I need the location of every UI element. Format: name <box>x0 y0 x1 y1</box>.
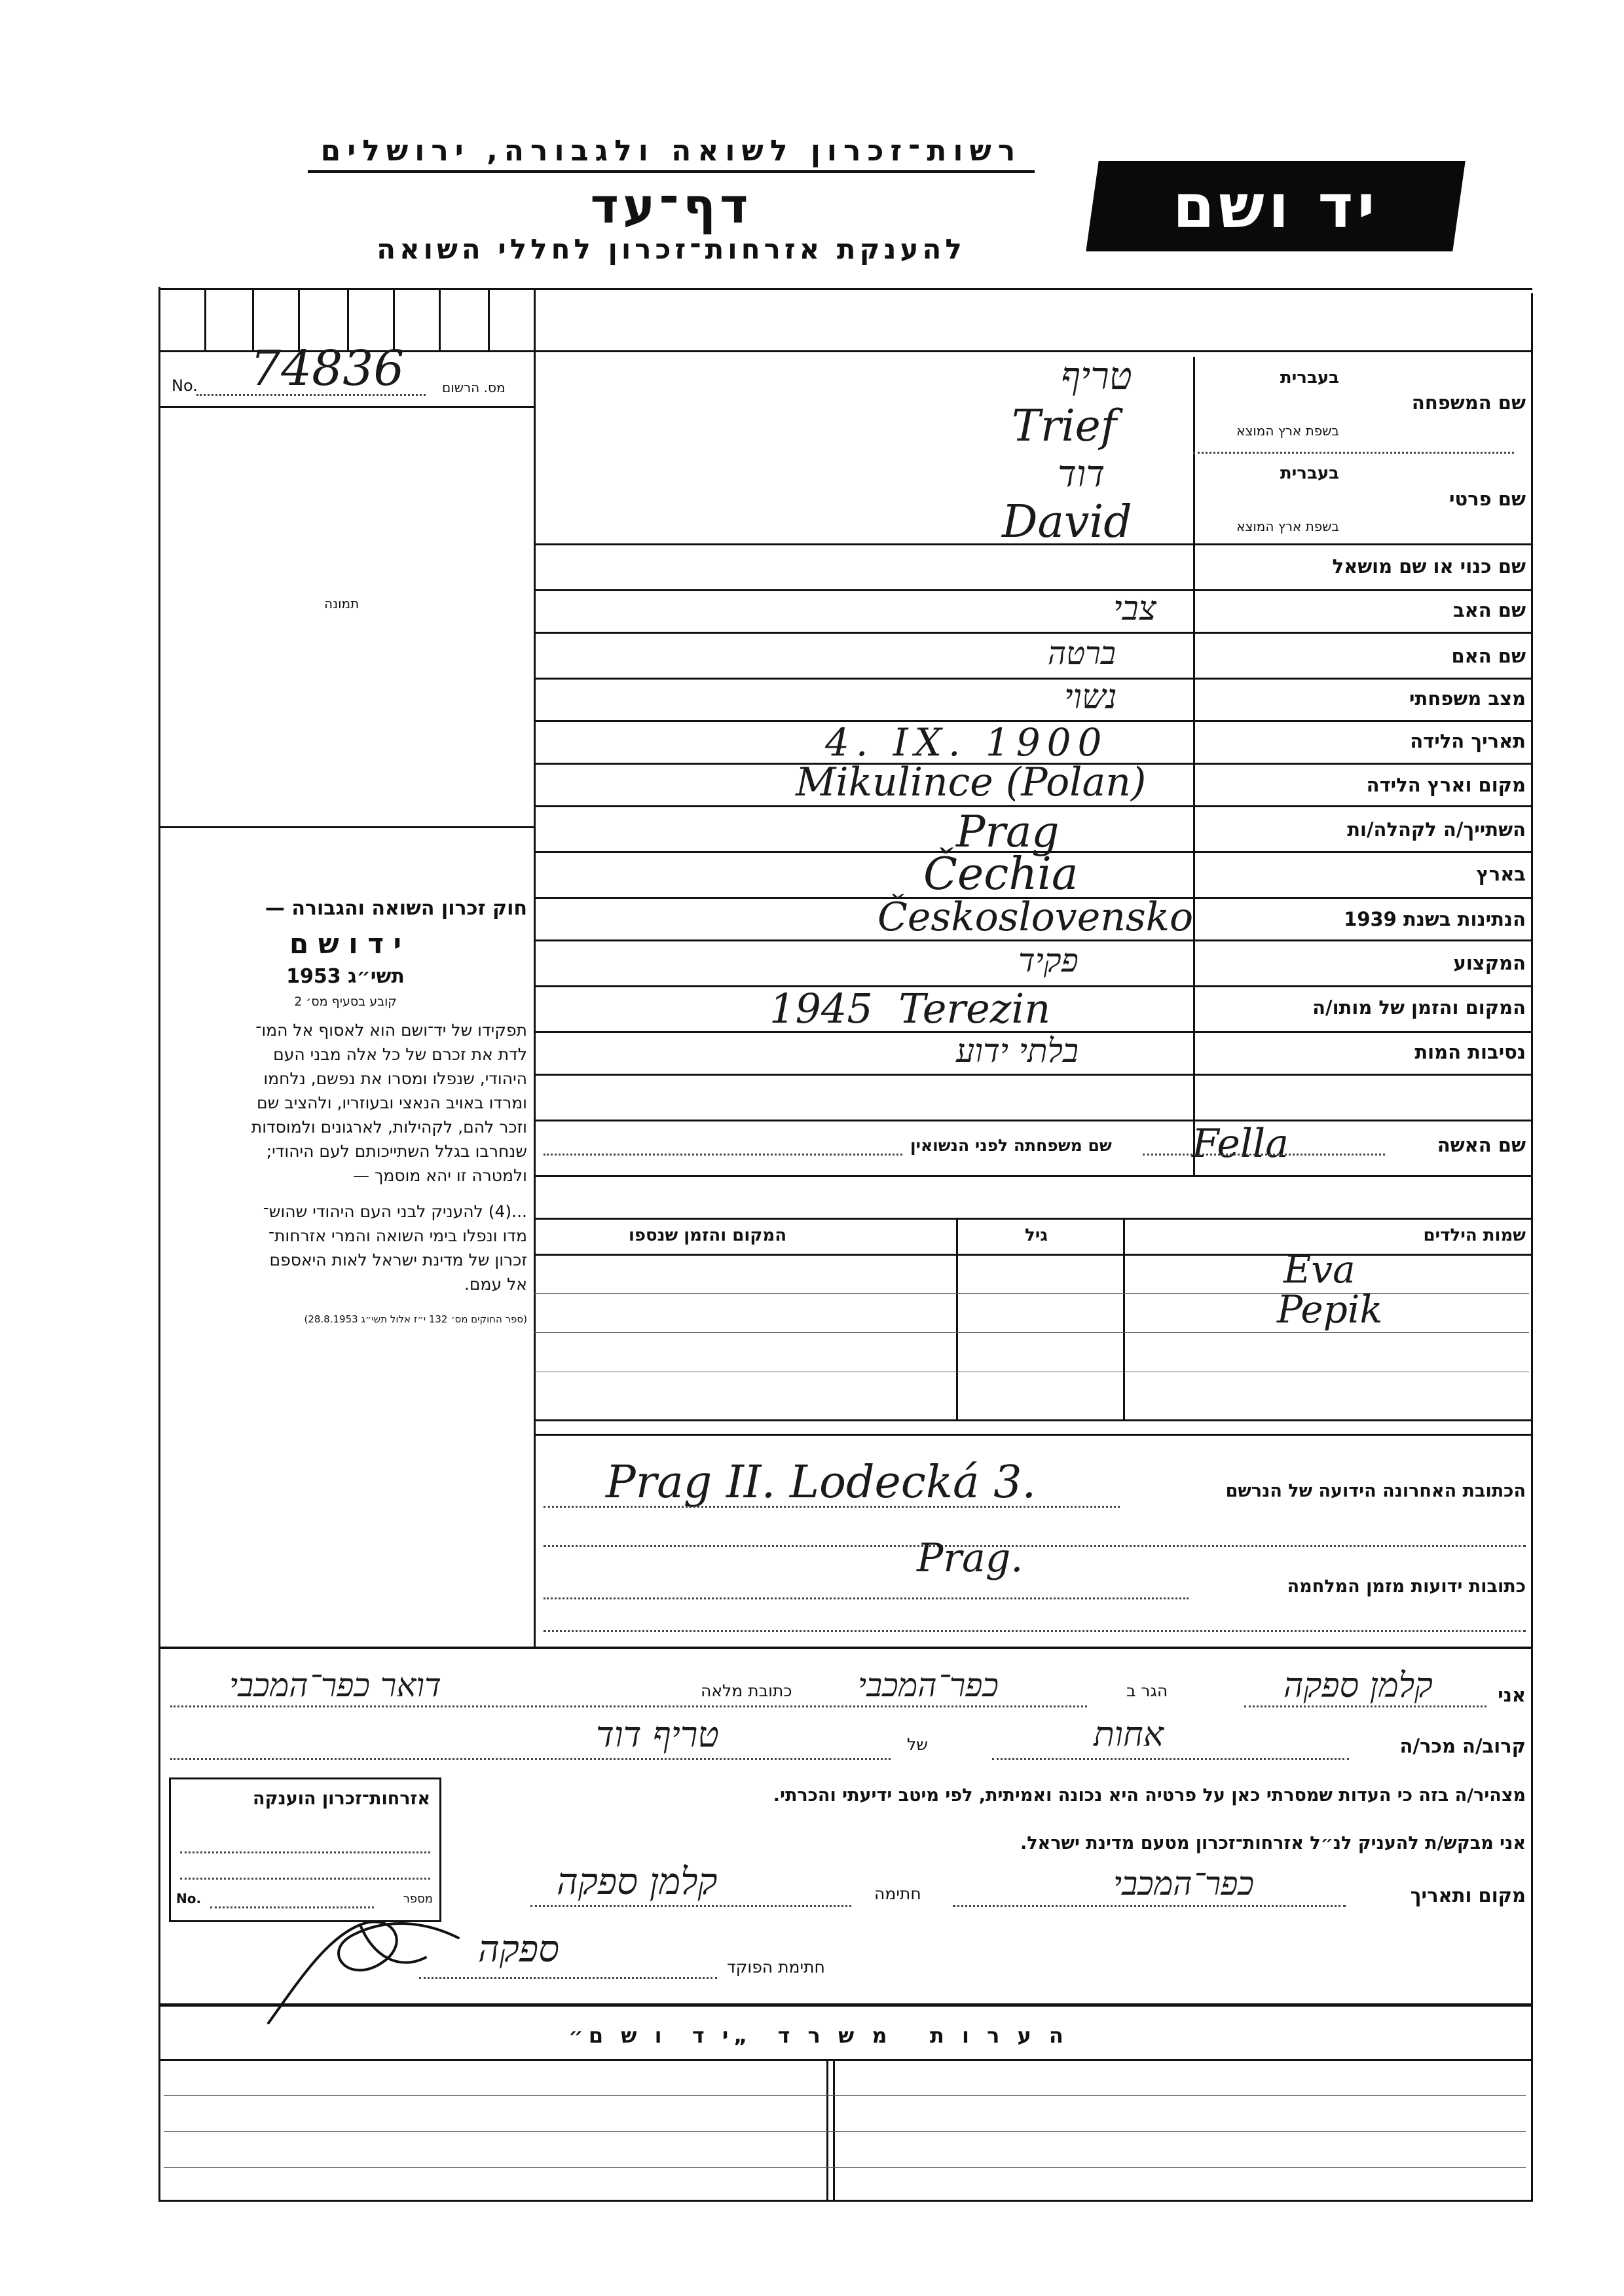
law-title: חוק זכרון השואה והגבורה — <box>265 897 527 920</box>
birth-place-label: מקום וארץ הלידה <box>1366 774 1526 796</box>
nationality-1939-value[interactable]: Československo <box>877 894 1194 940</box>
mother-name-label: שם האם <box>1451 645 1526 667</box>
column-divider <box>534 288 536 1647</box>
frame-left <box>158 287 160 2202</box>
registration-no-label: No. <box>172 376 198 395</box>
law-year: תשי״ג 1953 <box>286 965 405 988</box>
last-address-label: הכתובת האחרונה הידועה של הנרשם <box>1225 1481 1526 1501</box>
spouse-maiden-label: שם משפחתה לפני הנשואין <box>910 1136 1112 1155</box>
spouse-value[interactable]: Fella <box>1192 1121 1289 1167</box>
birth-place-value[interactable]: Mikulince (Polan) <box>796 759 1147 805</box>
profession-label: המקצוע <box>1453 952 1526 974</box>
family-name-sub-native: בשפת ארץ המוצא <box>1236 423 1339 439</box>
citizenship-no-label: No. <box>176 1891 202 1906</box>
first-name-label: שם פרטי <box>1449 488 1526 510</box>
full-address-value[interactable]: דואר כפר־המכבי <box>229 1666 441 1704</box>
declaration-statement-2: אני מבקש/ת להעניק לנ״ל אזרחות־זכרון מטעם מדינת ישראל. <box>1020 1833 1526 1853</box>
family-name-label: שם המשפחה <box>1411 392 1526 414</box>
marital-status-label: מצב משפחתי <box>1409 687 1526 710</box>
place-date-value[interactable]: כפר־המכבי <box>1113 1865 1254 1903</box>
logo-text: יד ושם <box>1172 171 1379 242</box>
law-para1-line: תפקידו של יד־ושם הוא לאסוף אל המו־ <box>255 1021 527 1040</box>
declarant-i-label: אני <box>1498 1684 1526 1706</box>
law-para2-line: מדו ונפלו בימי השואה והמרי אזרחות־ <box>268 1226 527 1245</box>
official-signature[interactable]: ספקה <box>478 1928 559 1971</box>
war-address-label: כתובות ידועות מזמן המלחמה <box>1287 1576 1526 1597</box>
children-names-header: שמות הילדים <box>1423 1226 1526 1245</box>
signature-label: חתימה <box>874 1884 921 1903</box>
declaration-statement-1: מצהיר/ה בזה כי העדות שמסרתי כאן על פרטיה היא נכונה ואמיתית, לפי מיטב ידיעתי והכרתי. <box>773 1785 1526 1806</box>
official-signature-scribble <box>262 1899 537 2030</box>
law-para1-line: ולמטרה זו יהא מוסמך — <box>353 1166 527 1185</box>
citizenship-box-title: אזרחות־זכרון הוענקה <box>253 1789 430 1809</box>
declarant-name[interactable]: קלמן ספקה <box>1283 1666 1433 1705</box>
profession-value[interactable]: פקיד <box>1018 941 1079 979</box>
death-circumstances-label: נסיבות המות <box>1414 1041 1526 1063</box>
first-name-native[interactable]: David <box>1002 496 1132 548</box>
law-para1-line: לדת את זכרם של כל אלה מבני העם <box>273 1045 527 1064</box>
first-name-hebrew[interactable]: דוד <box>1058 453 1105 496</box>
form-subtitle: להענקת אזרחות־זכרון לחללי השואה <box>377 233 966 265</box>
of-label: של <box>907 1735 928 1754</box>
marital-status-value[interactable]: נשוי <box>1064 678 1117 717</box>
official-signature-label: חתימת הפוקד <box>727 1958 825 1977</box>
country-value[interactable]: Čechia <box>923 848 1079 900</box>
law-para2-line: זכרון של מדינת ישראל לאות היאספם <box>269 1250 527 1269</box>
photo-label: תמונה <box>324 596 360 611</box>
mother-name-value[interactable]: ברטה <box>1048 635 1116 672</box>
birth-date-label: תאריך הלידה <box>1410 730 1526 752</box>
death-place-time-value[interactable]: 1945 Terezin <box>769 985 1051 1032</box>
law-para1-line: שנחרבו בגלל השתייכותם לעם היהודי; <box>266 1142 527 1161</box>
birth-date-value[interactable]: 4. IX. 1900 <box>825 720 1109 765</box>
death-circumstances-value[interactable]: בלתי ידוע <box>956 1032 1079 1070</box>
declarant-resident-label: הגר ב <box>1126 1681 1168 1700</box>
form-title: דף־עד <box>590 178 752 234</box>
yad-vashem-logo <box>1086 161 1465 251</box>
last-address-value[interactable]: Prag II. Lodecká 3. <box>606 1457 1037 1508</box>
law-name: י ד ו ש ם <box>289 928 402 960</box>
children-place-header: המקום והזמן שנספו <box>629 1226 787 1245</box>
spouse-label: שם האשה <box>1437 1134 1526 1156</box>
children-age-header: גיל <box>1025 1226 1048 1245</box>
label-divider <box>1193 357 1195 1175</box>
law-clause: קובע בסעיף מס׳ 2 <box>294 994 397 1009</box>
law-para1-line: ומרדו באויב הנאצי ובעוזריו, ולהציב שם <box>257 1093 527 1112</box>
war-address-value[interactable]: Prag. <box>917 1535 1024 1581</box>
full-address-label: כתובת מלאה <box>701 1681 792 1700</box>
family-name-native[interactable]: Trief <box>1012 401 1117 451</box>
office-notes-label: ה ע ר ו ת מ ש ר ד „י ד ו ש ם״ <box>568 2023 1069 2048</box>
frame-top <box>158 288 1532 290</box>
law-para2-line: אל עמם. <box>464 1275 527 1294</box>
father-name-value[interactable]: צבי <box>1113 589 1156 629</box>
first-name-sub-native: בשפת ארץ המוצא <box>1236 519 1339 534</box>
nickname-label: שם כנוי או שם מושאל <box>1332 555 1526 577</box>
law-footnote: (ספר החוקים מס׳ 132 י״ז אלול תשי״ג 28.8.1953) <box>304 1313 527 1325</box>
law-para1-line: היהודי, שנפלו ומסרו את נפשם, נלחמו <box>263 1069 527 1088</box>
registration-no-label-he: מס. הרשום <box>442 380 506 395</box>
frame-bottom <box>158 2200 1532 2202</box>
community-label: השתייך/ה לקהלה/ות <box>1347 818 1526 841</box>
registration-number: 74836 <box>250 340 405 397</box>
declarant-signature[interactable]: קלמן ספקה <box>557 1861 718 1903</box>
law-para1-line: וזכר להם, לקהילות, לארגונים ולמוסדות <box>251 1118 527 1137</box>
family-name-hebrew[interactable]: טריף <box>1061 354 1132 398</box>
frame-right <box>1531 293 1533 2202</box>
community-value[interactable]: Prag <box>956 807 1060 857</box>
citizenship-no-label-he: מספר <box>403 1892 433 1906</box>
relation-label: קרוב/ה מכר/ה <box>1399 1735 1526 1757</box>
death-place-time-label: המקום והזמן של מותו/ה <box>1312 996 1526 1019</box>
place-date-label: מקום ותאריך <box>1410 1884 1526 1906</box>
law-text <box>164 897 527 1325</box>
child-name[interactable]: Eva <box>1283 1247 1356 1292</box>
of-name[interactable]: טריף דוד <box>596 1714 719 1755</box>
first-name-sub-hebrew: בעברית <box>1280 464 1339 483</box>
authority-title: רשות־זכרון לשואה ולגבורה, ירושלים <box>308 134 1035 173</box>
country-label: בארץ <box>1476 863 1526 885</box>
father-name-label: שם האב <box>1452 599 1526 621</box>
nationality-1939-label: הנתינות בשנת 1939 <box>1344 908 1526 930</box>
declarant-resident[interactable]: כפר־המכבי <box>858 1666 999 1704</box>
relation-value[interactable]: אחות <box>1094 1715 1164 1755</box>
law-para2-line: ...(4) להעניק לבני העם היהודי שהוש־ <box>263 1202 527 1221</box>
family-name-sub-hebrew: בעברית <box>1280 368 1339 388</box>
child-name[interactable]: Pepik <box>1277 1287 1383 1332</box>
